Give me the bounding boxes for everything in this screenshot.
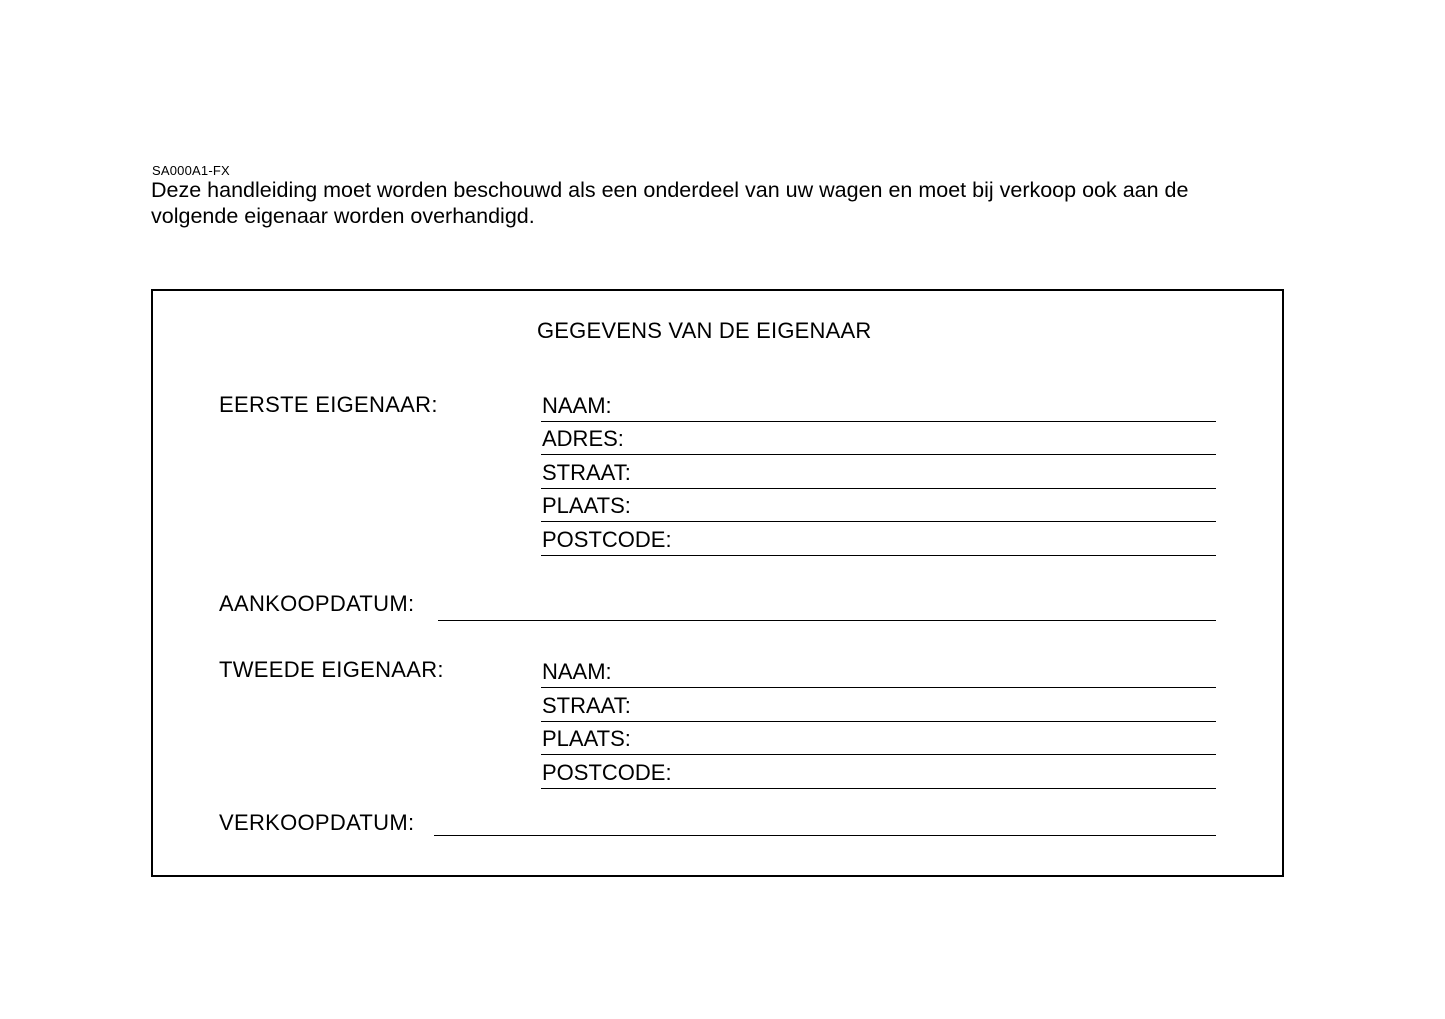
field-label: POSTCODE: [542,527,672,552]
intro-line-1: Deze handleiding moet worden beschouwd als een onderdeel van uw wagen en moet bij verkoop ook aan de [151,178,1189,202]
second-owner-name-field[interactable] [541,656,1216,688]
field-label: STRAAT: [542,460,631,485]
first-owner-address-field[interactable] [541,423,1216,455]
purchase-date-line[interactable] [438,618,1216,621]
sale-date-line[interactable] [434,833,1216,836]
field-label: PLAATS: [542,726,631,751]
form-title: GEGEVENS VAN DE EIGENAAR [537,318,872,343]
field-label: STRAAT: [542,693,631,718]
document-code: SA000A1-FX [152,163,230,178]
field-label: NAAM: [542,659,612,684]
first-owner-postcode-field[interactable] [541,524,1216,556]
first-owner-street-field[interactable] [541,457,1216,489]
field-label: POSTCODE: [542,760,672,785]
purchase-date-label: AANKOOPDATUM: [219,591,415,616]
field-label: NAAM: [542,393,612,418]
first-owner-city-field[interactable] [541,490,1216,522]
second-owner-postcode-field[interactable] [541,757,1216,789]
sale-date-label: VERKOOPDATUM: [219,810,415,835]
second-owner-label: TWEEDE EIGENAAR: [219,657,444,682]
second-owner-street-field[interactable] [541,690,1216,722]
field-label: ADRES: [542,426,624,451]
first-owner-name-field[interactable] [541,390,1216,422]
field-label: PLAATS: [542,493,631,518]
intro-line-2: volgende eigenaar worden overhandigd. [151,204,535,228]
second-owner-city-field[interactable] [541,723,1216,755]
intro-text [151,177,1311,229]
first-owner-label: EERSTE EIGENAAR: [219,392,438,417]
